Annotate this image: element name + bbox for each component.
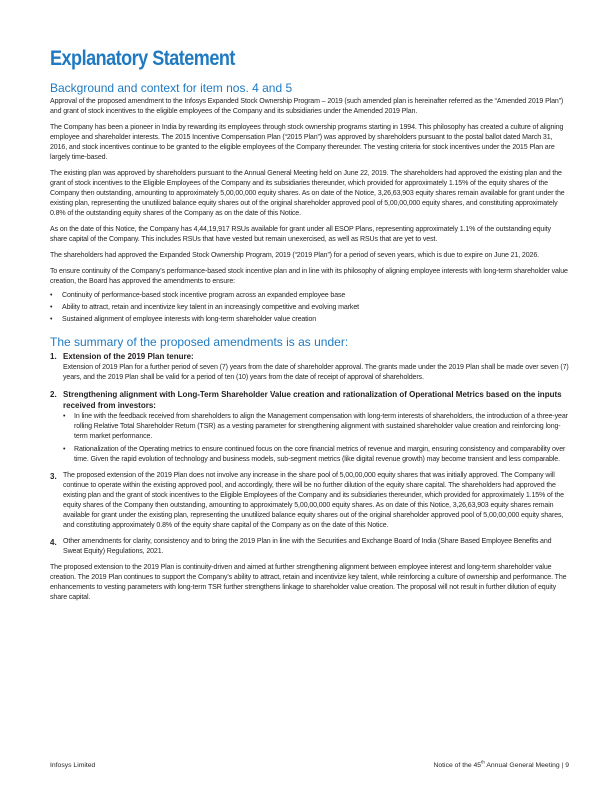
bullet-item: • Ability to attract, retain and incentivize key talent in an increasingly competitive and evolving market xyxy=(50,303,569,313)
footer-notice-sup: th xyxy=(481,759,485,765)
paragraph: The shareholders had approved the Expanded Stock Ownership Program, 2019 (“2019 Plan”) for a period of seven years, which is due to expire on June 21, 2026. xyxy=(50,252,539,259)
item-heading: Extension of the 2019 Plan tenure: xyxy=(63,352,194,361)
section-heading-background: Background and context for item nos. 4 and 5 xyxy=(50,81,293,95)
item-number: 2. xyxy=(50,390,57,399)
paragraph: The Company has been a pioneer in India by rewarding its employees through stock ownership programs starting in 1994. This philosophy has created a culture of aligning employee and shareholder interests. The 2015 Incentive Compensation Plan (“2015 Plan”) was approved by shareholders pursuant to the postal ballot dated March 31, 2016, and stock incentives continue to be granted to the eligible employees of the Company thereunder. The vesting criteria for stock incentives under the 2015 Plan are largely time-based. xyxy=(50,124,564,161)
paragraph: To ensure continuity of the Company’s performance-based stock incentive plan and in line with its philosophy of aligning employee interests with long-term shareholder value creation, the Board has approved the amendments to ensure: xyxy=(50,268,568,285)
paragraph: As on the date of this Notice, the Company has 4,44,19,917 RSUs available for grant under all ESOP Plans, representing approximately 1.1% of the outstanding equity share capital of the Company. This includes RSUs that have vested but remain unexercised, as well as RSUs that are yet to vest. xyxy=(50,226,551,243)
closing-paragraph: The proposed extension to the 2019 Plan is continuity-driven and aimed at further strengthening alignment between employee interest and long-term shareholder value creation. The 2019 Plan continues to support the Company’s ability to attract, retain and incentivize key talent, while reinforcing a culture of ownership and performance. The enhancements to vesting parameters with long-term TSR further strengthens linkage to shareholder value creation. The proposal will not result in further dilution of equity share capital. xyxy=(50,564,567,601)
item-number: 4. xyxy=(50,538,57,547)
paragraph: Approval of the proposed amendment to the Infosys Expanded Stock Ownership Program – 2019 (such amended plan is hereinafter referred as the “Amended 2019 Plan”) and grant of stock incentives to the eligible employees of the Company and its subsidiaries under the Amended 2019 Plan. xyxy=(50,98,564,115)
numbered-item xyxy=(50,537,569,557)
item-body: Extension of 2019 Plan for a further period of seven (7) years from the date of shareholder approval. The grants made under the 2019 Plan shall be made over seven (7) years, and the 2019 Plan shall be valid for a period of ten (10) years from the date of receipt of approval of shareholders. xyxy=(63,364,569,381)
footer-notice-prefix: Notice of the 45 xyxy=(433,762,482,769)
bullet-list xyxy=(50,291,569,325)
bullet-item: • Continuity of performance-based stock incentive program across an expanded employee base xyxy=(50,291,569,301)
numbered-item xyxy=(50,471,569,531)
numbered-item xyxy=(50,351,569,383)
bullet-item: • Sustained alignment of employee interests with long-term shareholder value creation xyxy=(50,315,569,325)
section-heading-summary: The summary of the proposed amendments is as under: xyxy=(50,335,349,349)
footer-notice xyxy=(433,761,569,770)
item-number: 1. xyxy=(50,352,57,361)
footer-notice-suffix: Annual General Meeting | 9 xyxy=(484,762,569,769)
item-heading: Strengthening alignment with Long-Term Shareholder Value creation and rationalization of Operational Metrics based on the inputs received from investors: xyxy=(63,390,562,410)
numbered-item xyxy=(50,389,569,465)
page-title: Explanatory Statement xyxy=(50,47,235,70)
item-body: Other amendments for clarity, consistency and to bring the 2019 Plan in line with the Securities and Exchange Board of India (Share Based Employee Benefits and Sweat Equity) Regulations, 2021. xyxy=(63,538,552,555)
sub-bullet-item: • In line with the feedback received from shareholders to align the Management compensation with long-term interests of shareholders, the introduction of a three-year rolling Relative Total Shareholder Return (TSR) as a vesting parameter for strengthening alignment with sustained shareholder value creation and reinforcing long-term market performance. xyxy=(63,412,569,442)
sub-bullet-list xyxy=(63,412,569,465)
item-body: The proposed extension of the 2019 Plan does not involve any increase in the share pool of 5,00,00,000 equity shares that was initially approved. The Company will continue to operate within the existing approved pool, and accordingly, there will be no further dilution of the equity share capital. The shareholders had approved the existing plan and the grant of stock incentives to the Eligible Employees of the Company and its subsidiaries thereunder, which provided for approximately 1.15% of the equity shares of the Company then outstanding, amounting to approximately 5,00,00,000 equity shares. As on date of this Notice, 3,26,63,903 equity shares remain available for grant under the existing plan, representing the unutilized balance equity shares out of the original shareholder approved pool of 5,00,00,000 equity shares, and constituting approximately 0.8% of the equity share capital of the Company as on the date of this Notice. xyxy=(63,472,564,529)
page-content xyxy=(50,47,569,609)
item-number: 3. xyxy=(50,472,57,481)
footer-company: Infosys Limited xyxy=(50,762,96,769)
paragraph: The existing plan was approved by shareholders pursuant to the Annual General Meeting held on June 22, 2019. The shareholders had approved the existing plan and the grant of stock incentives to the Eligible Employees of the Company and its subsidiaries thereunder, which provided for approximately 1.15% of the equity shares of the Company then outstanding, amounting to approximately 5,00,00,000 equity shares. As on date of the Notice, 3,26,63,903 equity shares remain available for grant under the existing plan, representing the unutilized balance equity shares out of the original shareholder approved pool of 5,00,00,000 equity shares, and constituting approximately 0.8% of the outstanding equity shares of the Company as on the date of this Notice. xyxy=(50,170,565,217)
sub-bullet-item: • Rationalization of the Operating metrics to ensure continued focus on the core financial metrics of revenue and margin, ensuring consistency and comparability over time. Given the rapid evolution of technology and business models, sub-segment metrics (like digital revenue growth) may become transient and less comparable. xyxy=(63,445,569,465)
